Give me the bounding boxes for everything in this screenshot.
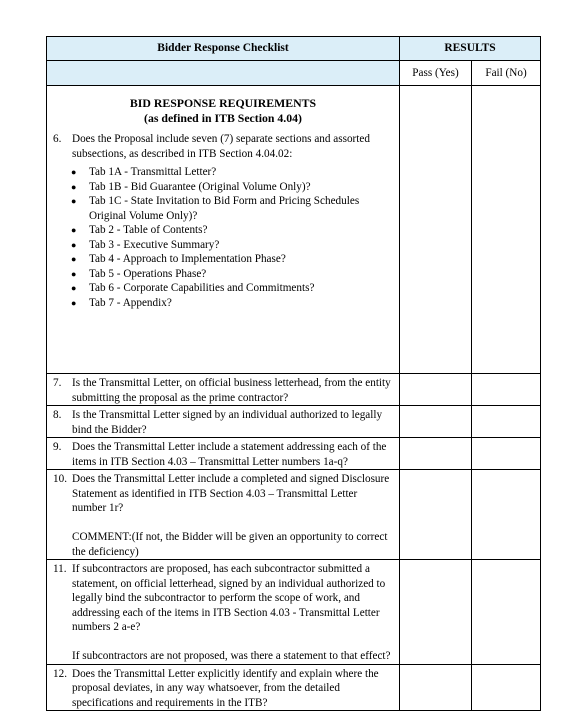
fail-cell-q10[interactable] — [472, 470, 541, 560]
pass-cell-q6[interactable] — [400, 86, 472, 374]
question-number: 9. — [53, 441, 62, 453]
bullet-icon: ● — [71, 181, 77, 192]
question-q12 — [47, 667, 399, 711]
list-item: ● Tab 5 - Operations Phase? — [71, 267, 207, 280]
fail-cell-q7[interactable] — [472, 374, 541, 406]
fail-cell-q11[interactable] — [472, 560, 541, 665]
pass-cell-q11[interactable] — [400, 560, 472, 665]
pass-cell-q12[interactable] — [400, 664, 472, 711]
header-row-2 — [47, 61, 541, 86]
fail-cell-q8[interactable] — [472, 406, 541, 438]
pass-cell-q10[interactable] — [400, 470, 472, 560]
requirements-subtitle: (as defined in ITB Section 4.04) — [144, 111, 302, 125]
list-item: ● Tab 1B - Bid Guarantee (Original Volume Only)? — [71, 180, 311, 193]
question-number: 8. — [53, 409, 62, 421]
fail-cell-q6[interactable] — [472, 86, 541, 374]
list-item: ● Tab 3 - Executive Summary? — [71, 238, 220, 251]
table-row-q7 — [47, 374, 541, 406]
question-q7 — [47, 376, 399, 405]
question-comment: COMMENT:(If not, the Bidder will be given an opportunity to correct the deficiency) — [72, 531, 388, 558]
question-cell-q12 — [47, 664, 400, 711]
list-item: ● Tab 7 - Appendix? — [71, 296, 172, 309]
checklist-title: Bidder Response Checklist — [47, 37, 400, 61]
question-cell-q6 — [47, 86, 400, 374]
question-number: 11. — [53, 563, 67, 575]
question-number: 10. — [53, 473, 67, 485]
question-number: 6. — [53, 133, 62, 145]
question-q11 — [47, 562, 399, 635]
table-row-q12 — [47, 664, 541, 711]
question-cell-q10 — [47, 470, 400, 560]
question-q9 — [47, 440, 399, 469]
question-text: Does the Transmittal Letter include a statement addressing each of the items in ITB Section 4.03 – Transmittal Letter numbers 1a-q? — [72, 441, 387, 468]
pass-column-header: Pass (Yes) — [400, 61, 472, 86]
question-text: Does the Proposal include seven (7) separate sections and assorted subsections, as described in ITB Section 4.04.02: — [72, 133, 370, 160]
requirements-title: BID RESPONSE REQUIREMENTS — [129, 96, 317, 110]
list-item: ● Tab 2 - Table of Contents? — [71, 224, 208, 236]
bullet-icon: ● — [71, 283, 77, 293]
pass-cell-q7[interactable] — [400, 374, 472, 406]
question-number: 12. — [53, 667, 67, 680]
list-item: ● Tab 1C - State Invitation to Bid Form and Pricing Schedules Original Volume Only)? — [71, 195, 360, 222]
bidder-response-checklist-table — [46, 36, 541, 711]
list-item: ● Tab 6 - Corporate Capabilities and Commitments? — [71, 282, 315, 294]
pass-cell-q9[interactable] — [400, 438, 472, 470]
bullet-icon: ● — [71, 297, 77, 308]
bullet-icon: ● — [71, 254, 77, 264]
bullet-icon: ● — [71, 225, 77, 235]
tab-list — [47, 165, 399, 310]
question-followup: If subcontractors are not proposed, was there a statement to that effect? — [72, 650, 391, 662]
bullet-icon: ● — [71, 239, 77, 250]
table-row-q6 — [47, 86, 541, 374]
fail-cell-q9[interactable] — [472, 438, 541, 470]
list-item: ● Tab 1A - Transmittal Letter? — [71, 166, 217, 178]
question-text: Is the Transmittal Letter signed by an individual authorized to legally bind the Bidder? — [72, 409, 383, 436]
fail-column-header: Fail (No) — [472, 61, 541, 86]
table-row-q10 — [47, 470, 541, 560]
question-text: If subcontractors are proposed, has each subcontractor submitted a statement, on official letterhead, signed by an individual authorized to legally bind the subcontractor to perform the scope of work, and addressing each of the items in ITB Section 4.03 - Transmittal Letter numbers 2 a-e? — [72, 563, 386, 633]
table-row-q8 — [47, 406, 541, 438]
bullet-icon: ● — [71, 196, 77, 206]
question-number: 7. — [53, 377, 62, 389]
question-text: Does the Transmittal Letter include a completed and signed Disclosure Statement as identified in ITB Section 4.03 – Transmittal Letter number 1r? — [72, 473, 390, 514]
question-cell-q8 — [47, 406, 400, 438]
bullet-icon: ● — [71, 268, 77, 279]
question-text: Is the Transmittal Letter, on official business letterhead, from the entity submitting the proposal as the prime contractor? — [72, 377, 391, 404]
question-cell-q11 — [47, 560, 400, 665]
question-cell-q7 — [47, 374, 400, 406]
pass-cell-q8[interactable] — [400, 406, 472, 438]
question-q6 — [47, 132, 399, 161]
bullet-icon: ● — [71, 167, 77, 177]
fail-cell-q12[interactable] — [472, 664, 541, 711]
results-title: RESULTS — [400, 37, 541, 61]
table-row-q11 — [47, 560, 541, 665]
question-text: Does the Transmittal Letter explicitly identify and explain where the proposal deviates, in any way whatsoever, from the detailed specifications and requirements in the ITB? — [72, 667, 379, 709]
header-blank-cell — [47, 61, 400, 86]
list-item: ● Tab 4 - Approach to Implementation Phase? — [71, 253, 286, 265]
question-cell-q9 — [47, 438, 400, 470]
header-row-1 — [47, 37, 541, 61]
table-row-q9 — [47, 438, 541, 470]
question-q8 — [47, 408, 399, 437]
question-q10 — [47, 472, 399, 516]
